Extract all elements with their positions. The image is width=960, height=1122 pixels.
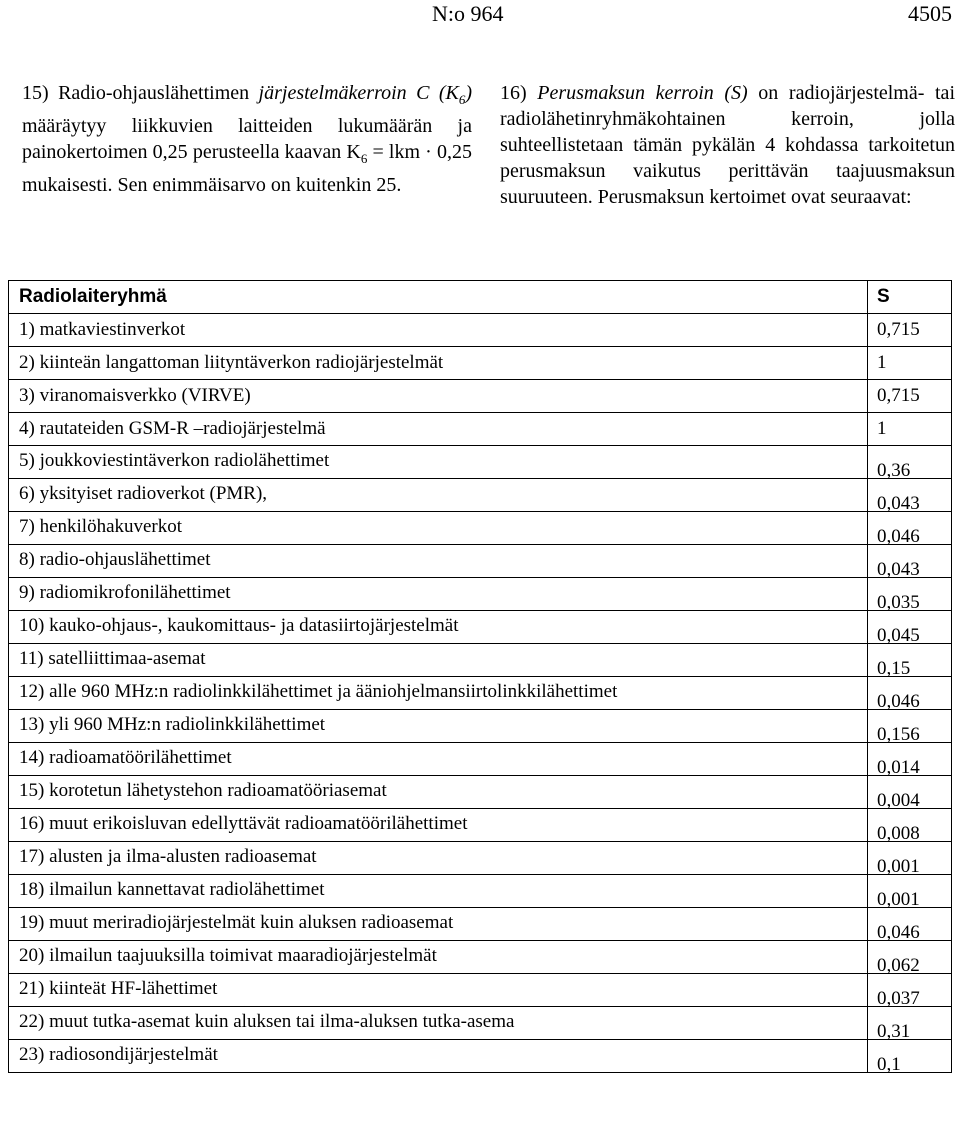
- row-coefficient: 0,715: [877, 385, 920, 406]
- paragraph-15-term-subscript: 6: [458, 92, 466, 107]
- table-row: [8, 446, 952, 479]
- table-row: [8, 677, 952, 710]
- row-coefficient: 0,008: [877, 823, 920, 844]
- paragraph-16-rest: on radiojärjestelmä- tai radiolähetinryhmäkohtainen kerroin, jolla suhteellistetaan tämän pykälän 4 kohdassa tarkoitetun perusmaksun vaikutus perittävän taajuusmaksun suuruuteen. Perusmaksun kertoimet ovat seuraavat:: [500, 82, 955, 208]
- table-row: [8, 545, 952, 578]
- table-row: [8, 941, 952, 974]
- table-row: [8, 875, 952, 908]
- row-coefficient: 0,31: [877, 1021, 911, 1042]
- row-label: 9) radiomikrofonilähettimet: [9, 578, 868, 610]
- paragraph-15-lead: 15) Radio-ohjauslähettimen: [22, 82, 259, 104]
- table-row: [8, 809, 952, 842]
- row-coefficient: 1: [877, 418, 887, 439]
- paragraph-15-formula-rest: = lkm · 0,25 mukaisesti. Sen enimmäisarvo on kuitenkin 25.: [22, 141, 472, 196]
- row-label: 3) viranomaisverkko (VIRVE): [9, 380, 868, 412]
- row-label: 15) korotetun lähetystehon radioamatööriasemat: [9, 776, 868, 808]
- row-coefficient: 0,043: [877, 559, 920, 580]
- table-row: [8, 974, 952, 1007]
- page-header: [0, 0, 960, 40]
- row-label: 20) ilmailun taajuuksilla toimivat maaradiojärjestelmät: [9, 941, 868, 973]
- table-row: [8, 710, 952, 743]
- page-number: 4505: [908, 1, 952, 26]
- column-header-group: Radiolaiteryhmä: [9, 281, 868, 313]
- column-header-coefficient: S: [877, 286, 890, 307]
- row-label: 19) muut meriradiojärjestelmät kuin aluksen radioasemat: [9, 908, 868, 940]
- document-number: N:o 964: [432, 1, 504, 26]
- table-row: [8, 578, 952, 611]
- row-label: 17) alusten ja ilma-alusten radioasemat: [9, 842, 868, 874]
- row-coefficient: 0,046: [877, 922, 920, 943]
- row-label: 12) alle 960 MHz:n radiolinkkilähettimet ja ääniohjelmansiirtolinkkilähettimet: [9, 677, 868, 709]
- row-coefficient: 0,035: [877, 592, 920, 613]
- paragraph-15: [22, 80, 472, 198]
- row-label: 4) rautateiden GSM-R –radiojärjestelmä: [9, 413, 868, 445]
- row-label: 16) muut erikoisluvan edellyttävät radioamatöörilähettimet: [9, 809, 868, 841]
- table-row: [8, 1007, 952, 1040]
- row-coefficient: 1: [877, 352, 887, 373]
- table-row: [8, 413, 952, 446]
- table-row: [8, 479, 952, 512]
- row-coefficient: 0,046: [877, 691, 920, 712]
- row-label: 1) matkaviestinverkot: [9, 314, 868, 346]
- row-coefficient: 0,156: [877, 724, 920, 745]
- table-row: [8, 776, 952, 809]
- row-coefficient: 0,15: [877, 658, 911, 679]
- table-row: [8, 644, 952, 677]
- row-label: 21) kiinteät HF-lähettimet: [9, 974, 868, 1006]
- row-label: 8) radio-ohjauslähettimet: [9, 545, 868, 577]
- row-label: 10) kauko-ohjaus-, kaukomittaus- ja datasiirtojärjestelmät: [9, 611, 868, 643]
- row-coefficient: 0,046: [877, 526, 920, 547]
- row-coefficient: 0,045: [877, 625, 920, 646]
- coefficient-table: [8, 280, 952, 1073]
- row-coefficient: 0,1: [877, 1054, 901, 1075]
- paragraph-15-rest: määräytyy liikkuvien laitteiden lukumäärän ja painokertoimen 0,25 perusteella kaavan K: [22, 115, 472, 163]
- row-label: 18) ilmailun kannettavat radiolähettimet: [9, 875, 868, 907]
- row-label: 6) yksityiset radioverkot (PMR),: [9, 479, 868, 511]
- row-coefficient: 0,014: [877, 757, 920, 778]
- row-label: 11) satelliittimaa-asemat: [9, 644, 868, 676]
- row-coefficient: 0,037: [877, 988, 920, 1009]
- row-label: 7) henkilöhakuverkot: [9, 512, 868, 544]
- table-row: [8, 1040, 952, 1073]
- table-row: [8, 743, 952, 776]
- row-label: 13) yli 960 MHz:n radiolinkkilähettimet: [9, 710, 868, 742]
- table-row: [8, 380, 952, 413]
- row-coefficient: 0,715: [877, 319, 920, 340]
- paragraph-16-lead: 16): [500, 82, 538, 104]
- table-row: [8, 347, 952, 380]
- paragraph-16-term: Perusmaksun kerroin (S): [537, 82, 748, 104]
- table-row: [8, 908, 952, 941]
- row-coefficient: 0,001: [877, 889, 920, 910]
- paragraph-16: [500, 80, 955, 210]
- table-row: [8, 314, 952, 347]
- row-coefficient: 0,062: [877, 955, 920, 976]
- table-row: [8, 512, 952, 545]
- row-coefficient: 0,36: [877, 460, 911, 481]
- row-coefficient: 0,043: [877, 493, 920, 514]
- table-header-row: [8, 281, 952, 314]
- paragraph-15-formula-subscript: 6: [360, 151, 368, 166]
- table-row: [8, 611, 952, 644]
- row-label: 2) kiinteän langattoman liityntäverkon radiojärjestelmät: [9, 347, 868, 379]
- row-label: 14) radioamatöörilähettimet: [9, 743, 868, 775]
- row-coefficient: 0,004: [877, 790, 920, 811]
- paragraph-15-term: järjestelmäkerroin C $(K_6)$: [258, 82, 472, 107]
- table-row: [8, 842, 952, 875]
- row-label: 23) radiosondijärjestelmät: [9, 1040, 868, 1072]
- row-coefficient: 0,001: [877, 856, 920, 877]
- row-label: 22) muut tutka-asemat kuin aluksen tai ilma-aluksen tutka-asema: [9, 1007, 868, 1039]
- row-label: 5) joukkoviestintäverkon radiolähettimet: [9, 446, 868, 478]
